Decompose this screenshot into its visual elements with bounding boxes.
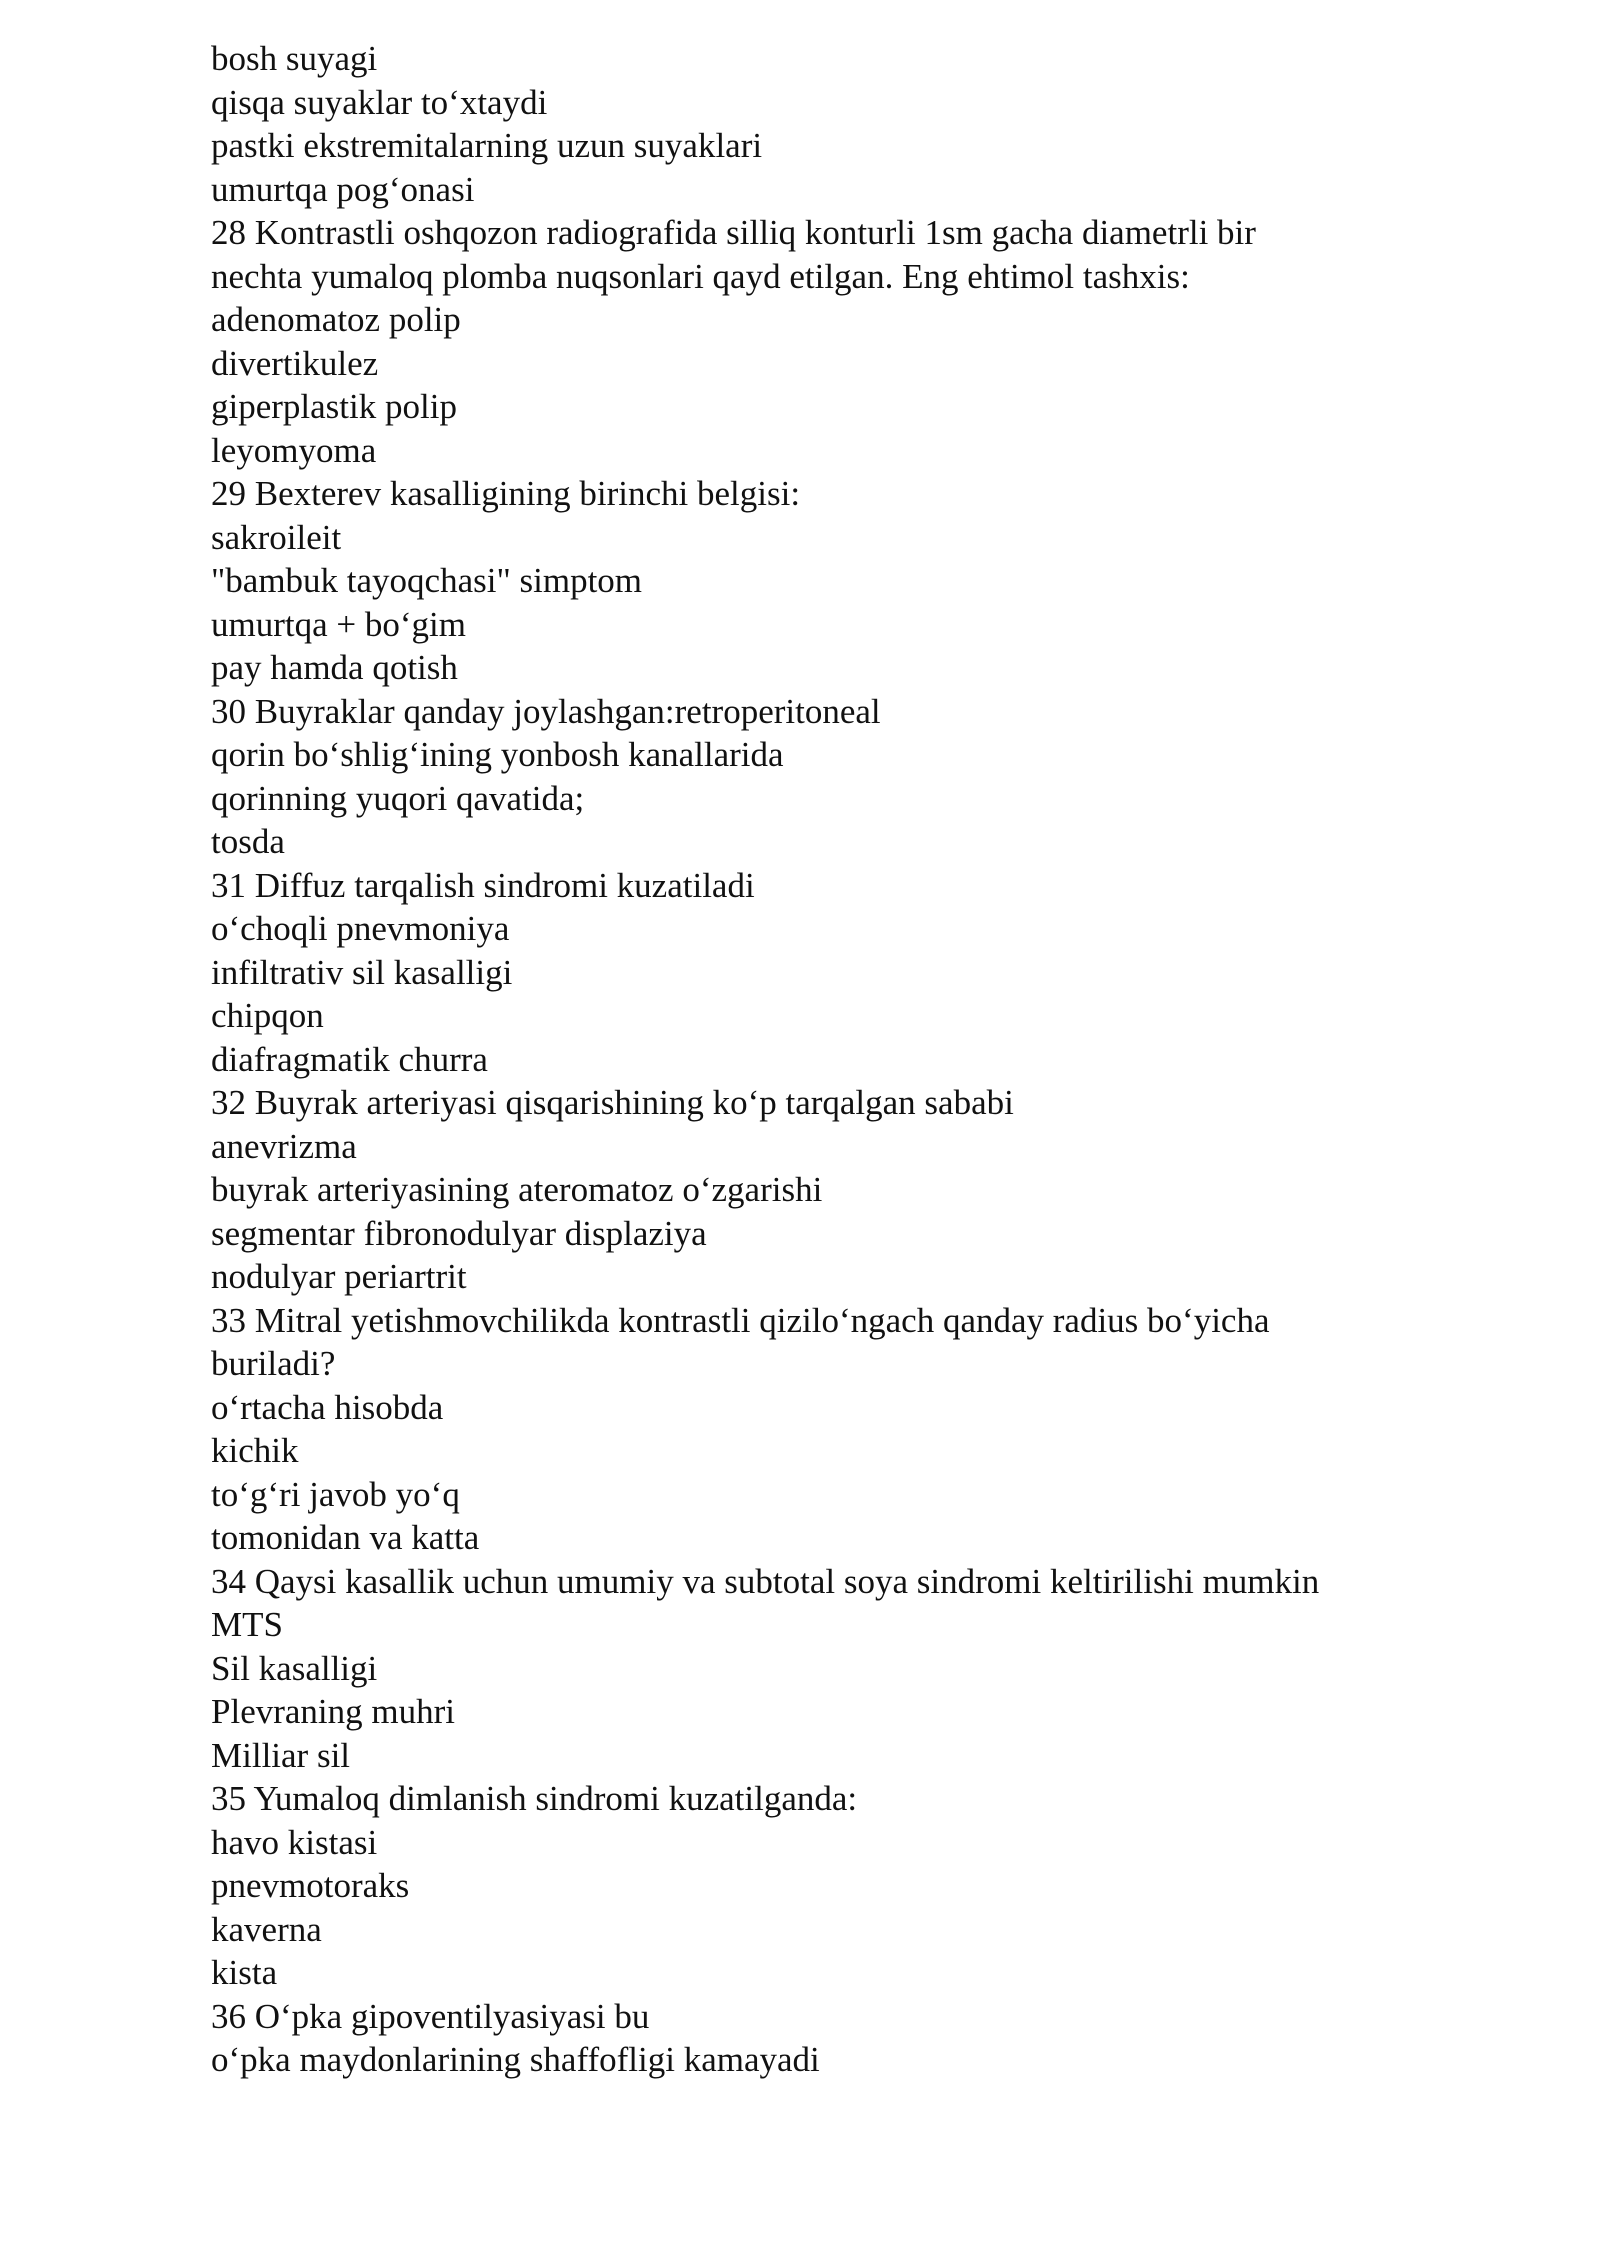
answer-option-line: kista xyxy=(211,1953,278,1992)
answer-option-line: pnevmotoraks xyxy=(211,1866,410,1905)
question-text-line: 31 Diffuz tarqalish sindromi kuzatiladi xyxy=(211,865,755,905)
question-text-line: 33 Mitral yetishmovchilikda kontrastli qizilo‘ngach qanday radius bo‘yicha xyxy=(211,1300,1270,1340)
answer-option-line: anevrizma xyxy=(211,1126,357,1166)
answer-option-line: Plevraning muhri xyxy=(211,1692,455,1731)
answer-option-line: qorinning yuqori qavatida; xyxy=(211,778,585,818)
answer-option-line: leyomyoma xyxy=(211,430,377,470)
question-text-line: 28 Kontrastli oshqozon radiografida silliq konturli 1sm gacha diametrli bir xyxy=(211,213,1256,252)
question-text-line: buriladi? xyxy=(211,1344,336,1383)
answer-option-line: bosh suyagi xyxy=(211,39,378,78)
answer-option-line: to‘g‘ri javob yo‘q xyxy=(211,1474,460,1514)
answer-option-line: Milliar sil xyxy=(211,1735,351,1775)
question-text-line: 34 Qaysi kasallik uchun umumiy va subtotal soya sindromi keltirilishi mumkin xyxy=(211,1561,1320,1601)
answer-option-line: qisqa suyaklar to‘xtaydi xyxy=(211,82,548,122)
answer-option-line: chipqon xyxy=(211,996,324,1035)
answer-option-line: "bambuk tayoqchasi" simptom xyxy=(211,561,643,600)
answer-option-line: umurtqa + bo‘gim xyxy=(211,604,466,644)
answer-option-line: havo kistasi xyxy=(211,1822,378,1862)
answer-option-line: o‘choqli pnevmoniya xyxy=(211,909,510,948)
answer-option-line: nodulyar periartrit xyxy=(211,1257,467,1296)
question-text-line: 36 O‘pka gipoventilyasiyasi bu xyxy=(211,1996,650,2036)
answer-option-line: kichik xyxy=(211,1431,299,1470)
answer-option-line: MTS xyxy=(211,1605,283,1644)
document-text-body xyxy=(211,37,1551,2082)
question-text-line: 30 Buyraklar qanday joylashgan:retroperitoneal xyxy=(211,691,881,731)
answer-option-line: o‘pka maydonlarining shaffofligi kamayadi xyxy=(211,2040,820,2079)
answer-option-line: buyrak arteriyasining ateromatoz o‘zgarishi xyxy=(211,1170,823,1209)
answer-option-line: giperplastik polip xyxy=(211,387,457,426)
answer-option-line: tosda xyxy=(211,822,285,861)
answer-option-line: adenomatoz polip xyxy=(211,300,461,339)
answer-option-line: umurtqa pog‘onasi xyxy=(211,169,475,209)
question-text-line: nechta yumaloq plomba nuqsonlari qayd etilgan. Eng ehtimol tashxis: xyxy=(211,256,1190,296)
answer-option-line: qorin bo‘shlig‘ining yonbosh kanallarida xyxy=(211,735,784,774)
answer-option-line: pay hamda qotish xyxy=(211,648,458,687)
answer-option-line: sakroileit xyxy=(211,517,342,557)
answer-option-line: Sil kasalligi xyxy=(211,1648,378,1688)
answer-option-line: pastki ekstremitalarning uzun suyaklari xyxy=(211,126,763,165)
answer-option-line: segmentar fibronodulyar displaziya xyxy=(211,1213,707,1253)
answer-option-line: tomonidan va katta xyxy=(211,1518,480,1557)
question-text-line: 29 Bexterev kasalligining birinchi belgisi: xyxy=(211,474,801,513)
answer-option-line: kaverna xyxy=(211,1909,322,1949)
question-text-line: 32 Buyrak arteriyasi qisqarishining ko‘p tarqalgan sababi xyxy=(211,1083,1014,1122)
answer-option-line: divertikulez xyxy=(211,343,379,383)
answer-option-line: infiltrativ sil kasalligi xyxy=(211,952,513,992)
answer-option-line: diafragmatik churra xyxy=(211,1039,488,1079)
answer-option-line: o‘rtacha hisobda xyxy=(211,1387,444,1427)
question-text-line: 35 Yumaloq dimlanish sindromi kuzatilganda: xyxy=(211,1779,858,1818)
